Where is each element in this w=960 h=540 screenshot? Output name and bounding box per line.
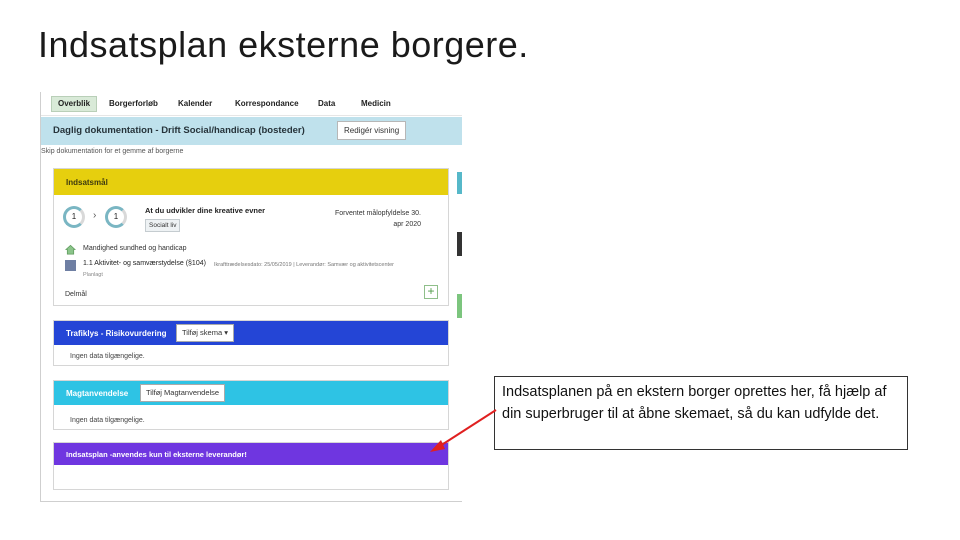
side-strip-dark [457,232,462,256]
tab-data[interactable]: Data [318,99,336,108]
side-strip-green [457,294,462,318]
magtanvendelse-empty-text: Ingen data tilgængelige. [70,417,145,424]
goal-panel-title: Indsatsmål [66,178,108,187]
plus-icon[interactable]: + [424,285,438,299]
expected-completion: Forventet målopfyldelse 30. apr 2020 [335,210,421,228]
delmaal-label: Delmål [65,291,87,298]
goal-panel-header [54,169,448,195]
skip-documentation-link[interactable]: Skip dokumentation for et gemme af borgerne [41,148,184,155]
traffic-light-panel [53,320,449,366]
progress-ring-current: 1 [105,206,127,228]
traffic-empty-text: Ingen data tilgængelige. [70,353,145,360]
goal-panel [53,168,449,306]
slide-title: Indsatsplan eksterne borgere. [38,24,529,65]
traffic-light-title: Trafiklys - Risikovurdering [66,329,167,338]
traffic-light-header [54,321,448,345]
goal-tag: Socialt liv [145,219,180,232]
tab-borgerforloeb[interactable]: Borgerforløb [109,99,158,108]
tab-bar [41,92,462,116]
external-plan-panel [53,442,449,490]
magtanvendelse-panel [53,380,449,430]
callout-text: Indsatsplanen på en ekstern borger oprettes her, få hjælp af din superbruger til at åbne skemaet, så du kan udfylde det. [502,384,887,422]
add-magtanvendelse-button[interactable]: Tilføj Magtanvendelse [140,384,225,402]
tab-korrespondance[interactable]: Korrespondance [235,99,299,108]
edit-view-button[interactable]: Redigér visning [337,121,406,140]
tab-kalender[interactable]: Kalender [178,99,213,108]
magtanvendelse-header [54,381,448,405]
callout-box [494,376,908,450]
app-screenshot [40,92,462,502]
domain-label: Mandighed sundhed og handicap [83,245,187,252]
documentation-bar [41,117,462,145]
activity-meta: Ikrafttrædelsesdato: 25/05/2019 | Leverandør: Samvær og aktivitetscenter [214,262,394,268]
tab-overblik[interactable]: Overblik [51,96,97,112]
square-icon [65,260,76,271]
side-strip-teal [457,172,462,194]
documentation-title: Daglig dokumentation - Drift Social/handicap (bosteder) [53,125,305,136]
progress-ring-start: 1 [63,206,85,228]
goal-text[interactable]: At du udvikler dine kreative evner [145,206,266,215]
external-plan-header[interactable] [54,443,448,465]
external-plan-title: Indsatsplan -anvendes kun til eksterne leverandør! [66,450,247,459]
activity-title[interactable]: 1.1 Aktivitet- og samværstydelse (§104) [83,260,206,267]
magtanvendelse-title: Magtanvendelse [66,389,129,398]
activity-status: Planlagt [83,272,103,278]
add-schema-dropdown[interactable]: Tilføj skema ▾ [176,324,234,342]
house-icon [65,244,76,255]
tab-medicin[interactable]: Medicin [361,99,391,108]
chevron-right-icon: › [93,210,97,221]
